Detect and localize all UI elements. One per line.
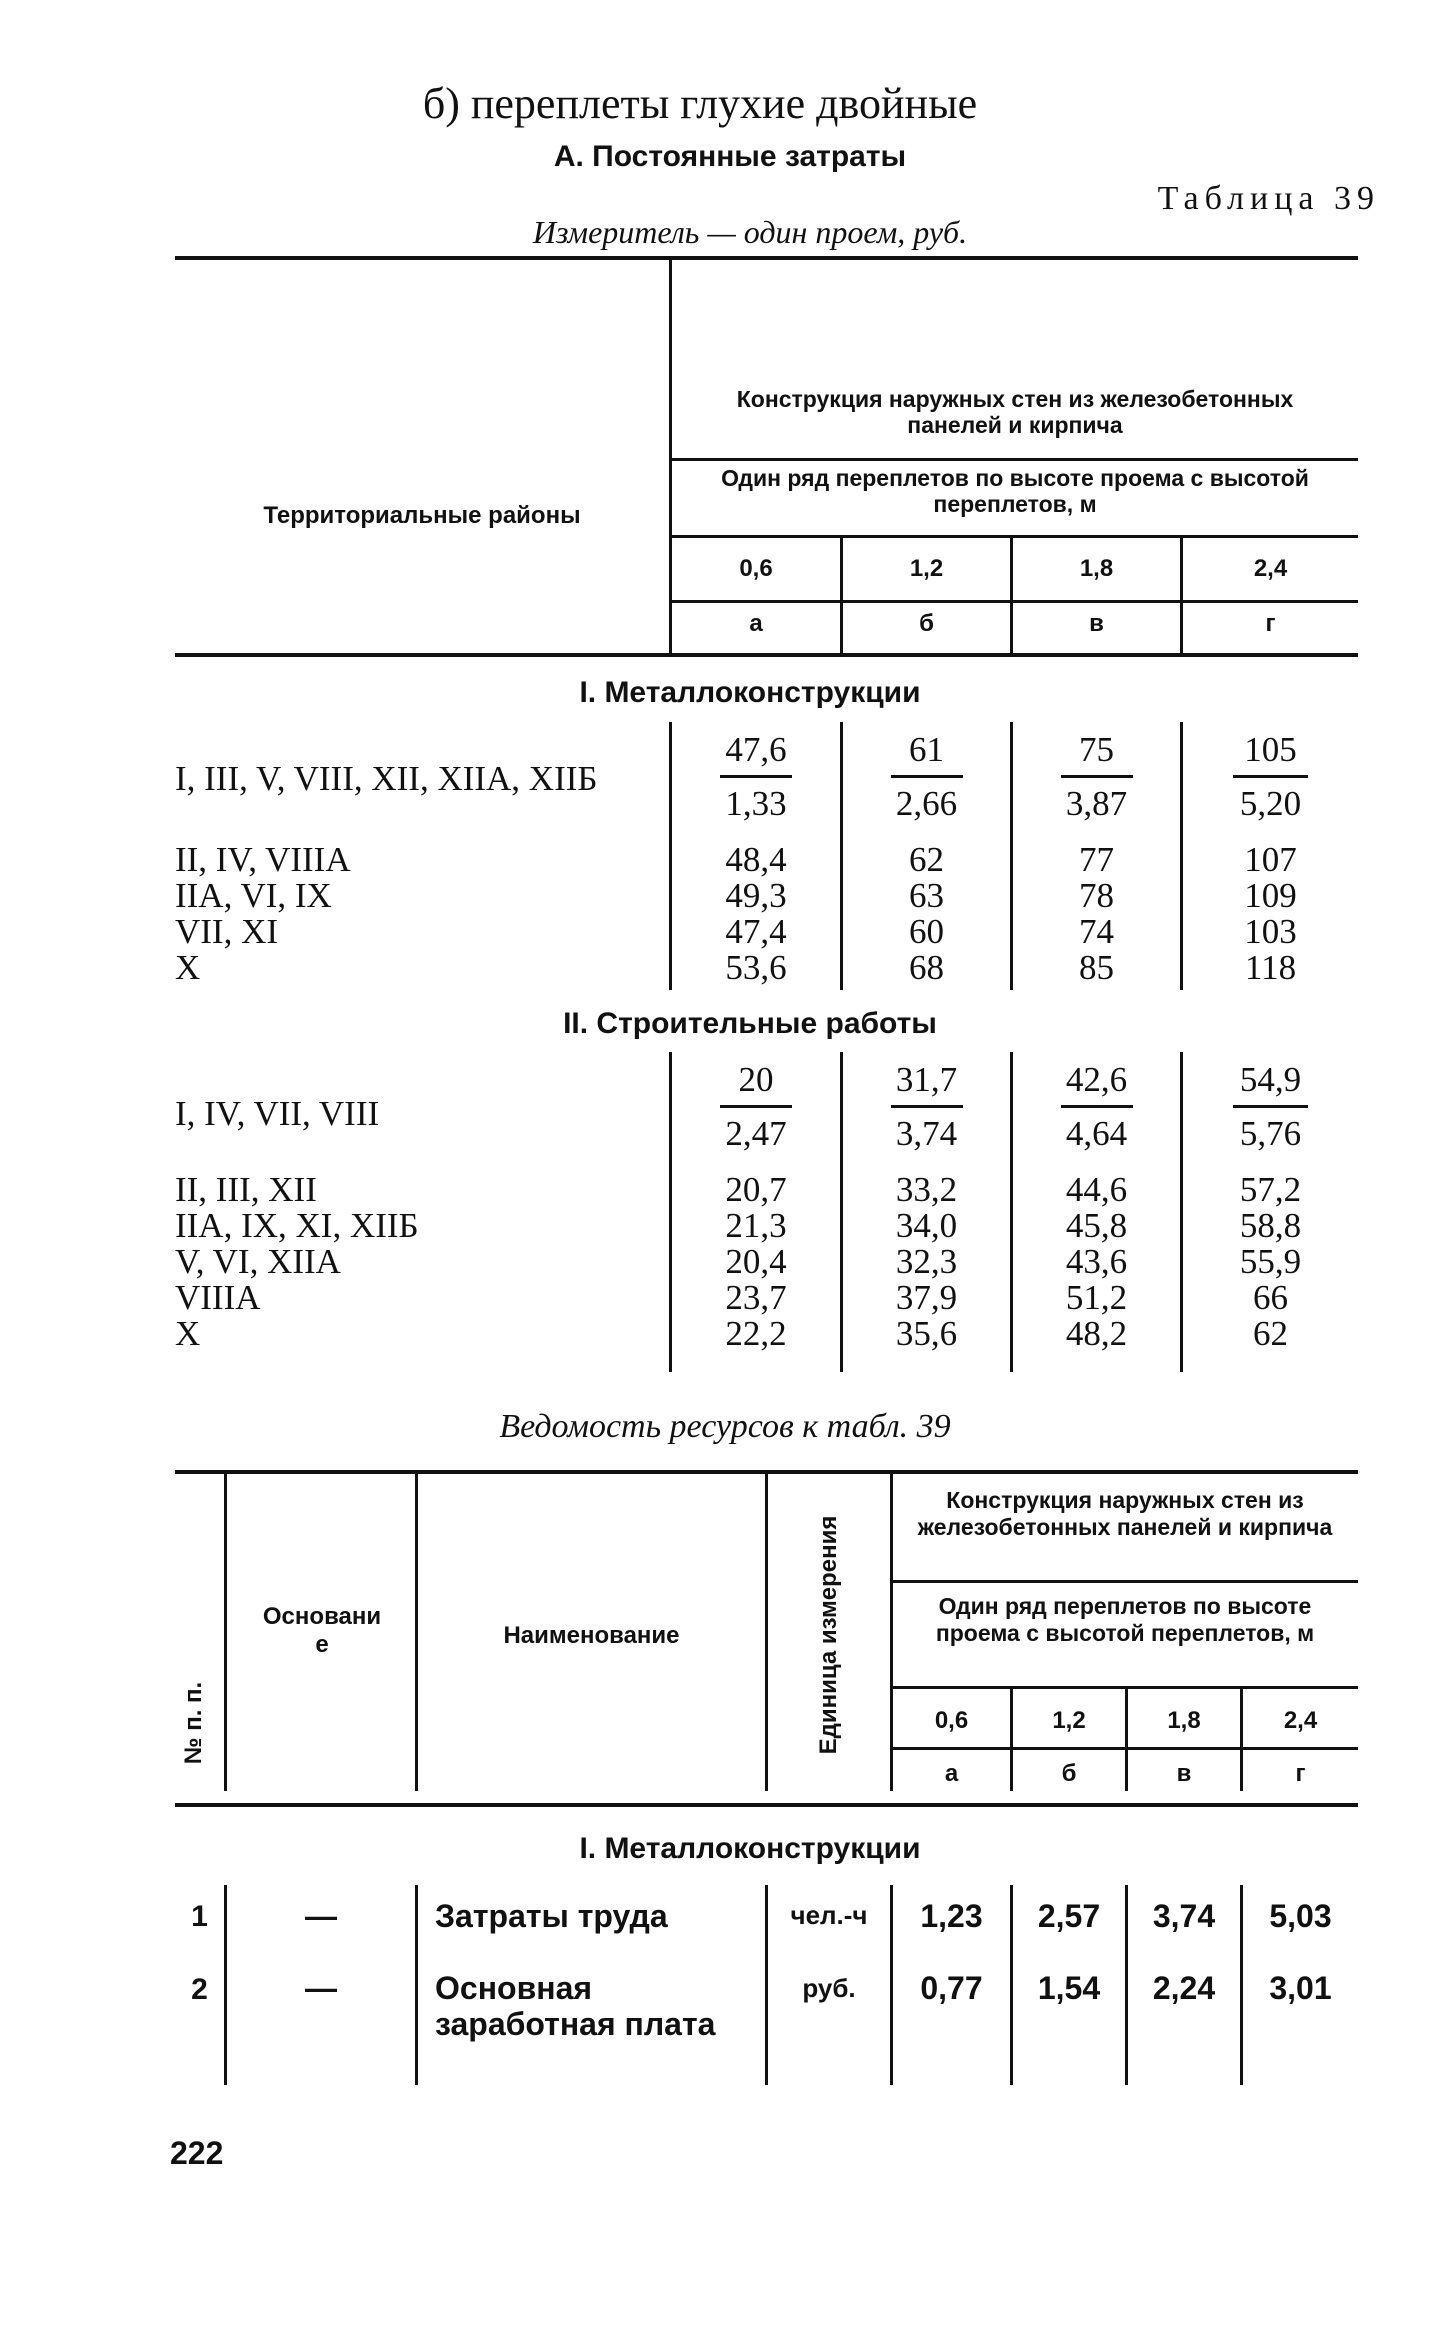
col-name-header: Наименование [503, 1622, 680, 1649]
fraction-numerator: 105 [1244, 730, 1297, 769]
row-name: Основная заработная плата [435, 1970, 716, 2042]
height-06: 0,6 [739, 555, 773, 582]
fraction-numerator: 54,9 [1239, 1060, 1302, 1099]
letter-a: а [749, 610, 763, 637]
row-unit: чел.-ч [790, 1900, 868, 1930]
table39-header-divider [669, 260, 672, 653]
region-label: IIA, IX, XI, XIIБ [175, 1206, 419, 1245]
header-row: Один ряд переплетов по высоте проема с высотой переплетов, м [721, 465, 1309, 517]
fraction-denominator: 3,74 [895, 1114, 958, 1153]
resources-header-bottom-rule [175, 1803, 1358, 1807]
region-label: VIIIA [175, 1278, 261, 1317]
region-label: VII, XI [175, 912, 279, 951]
fraction-denominator: 1,33 [725, 784, 787, 823]
region-label: X [175, 948, 201, 987]
page-number: 222 [170, 2135, 224, 2171]
fraction-denominator: 3,87 [1065, 784, 1128, 823]
fraction-denominator: 2,47 [725, 1114, 787, 1153]
resources-header-construction: Конструкция наружных стен из железобетонных панелей и кирпича [917, 1487, 1333, 1540]
col-basis-header: Основание [262, 1603, 382, 1658]
fraction-numerator: 75 [1079, 730, 1114, 769]
height-24: 2,4 [1253, 555, 1288, 582]
header-region: Территориальные районы [263, 502, 581, 529]
resources-title: Ведомость ресурсов к табл. 39 [499, 1408, 951, 1445]
region-label: II, III, XII [175, 1170, 317, 1209]
resources-header-row: Один ряд переплетов по высоте проема с высотой переплетов, м [935, 1593, 1315, 1646]
fraction-denominator: 5,76 [1239, 1114, 1302, 1153]
fraction-denominator: 2,66 [895, 784, 958, 823]
section-1-first-region: I, III, V, VIII, XII, XIIA, XIIБ [175, 759, 598, 798]
letter-b: б [919, 610, 934, 637]
row-number: 1 [191, 1900, 208, 1933]
height-12: 1,2 [909, 555, 944, 582]
row-name: Затраты труда [435, 1898, 668, 1934]
subtitle: А. Постоянные затраты [553, 140, 907, 173]
row-basis: — [305, 1898, 337, 1934]
section-2-title: II. Строительные работы [563, 1007, 937, 1040]
col-no-header: № п. п. [180, 1681, 207, 1765]
row-unit: руб. [802, 1973, 856, 2003]
table39-header-bottom-rule [175, 653, 1358, 657]
section-2-first-region: I, IV, VII, VIII [175, 1094, 380, 1133]
row-number: 2 [191, 1973, 208, 2006]
fraction-numerator: 47,6 [725, 730, 787, 769]
fraction-numerator: 61 [909, 730, 944, 769]
table39-top-rule [175, 256, 1358, 260]
section-1-title: I. Металлоконструкции [579, 676, 921, 709]
fraction-numerator: 42,6 [1065, 1060, 1128, 1099]
region-label: V, VI, XIIA [175, 1242, 341, 1281]
height-18: 1,8 [1079, 555, 1114, 582]
region-label: II, IV, VIIIA [175, 840, 351, 879]
col-unit-header: Единица измерения [815, 1515, 842, 1755]
measure-label: Измеритель — один проем, руб. [532, 214, 968, 250]
resources-section-title: I. Металлоконструкции [579, 1832, 921, 1865]
header-construction: Конструкция наружных стен из железобетонных панелей и кирпича [736, 386, 1294, 438]
fraction-numerator: 20 [738, 1060, 774, 1099]
region-label: IIA, VI, IX [175, 876, 332, 915]
fraction-denominator: 5,20 [1239, 784, 1302, 823]
region-label: X [175, 1314, 201, 1353]
row-basis: — [305, 1970, 337, 2006]
table-label: Таблица 39 [1157, 180, 1380, 217]
letter-g: г [1265, 610, 1276, 637]
letter-v: в [1089, 610, 1104, 637]
fraction-denominator: 4,64 [1065, 1114, 1128, 1153]
fraction-numerator: 31,7 [895, 1060, 958, 1099]
section-title: б) переплеты глухие двойные [422, 79, 978, 128]
